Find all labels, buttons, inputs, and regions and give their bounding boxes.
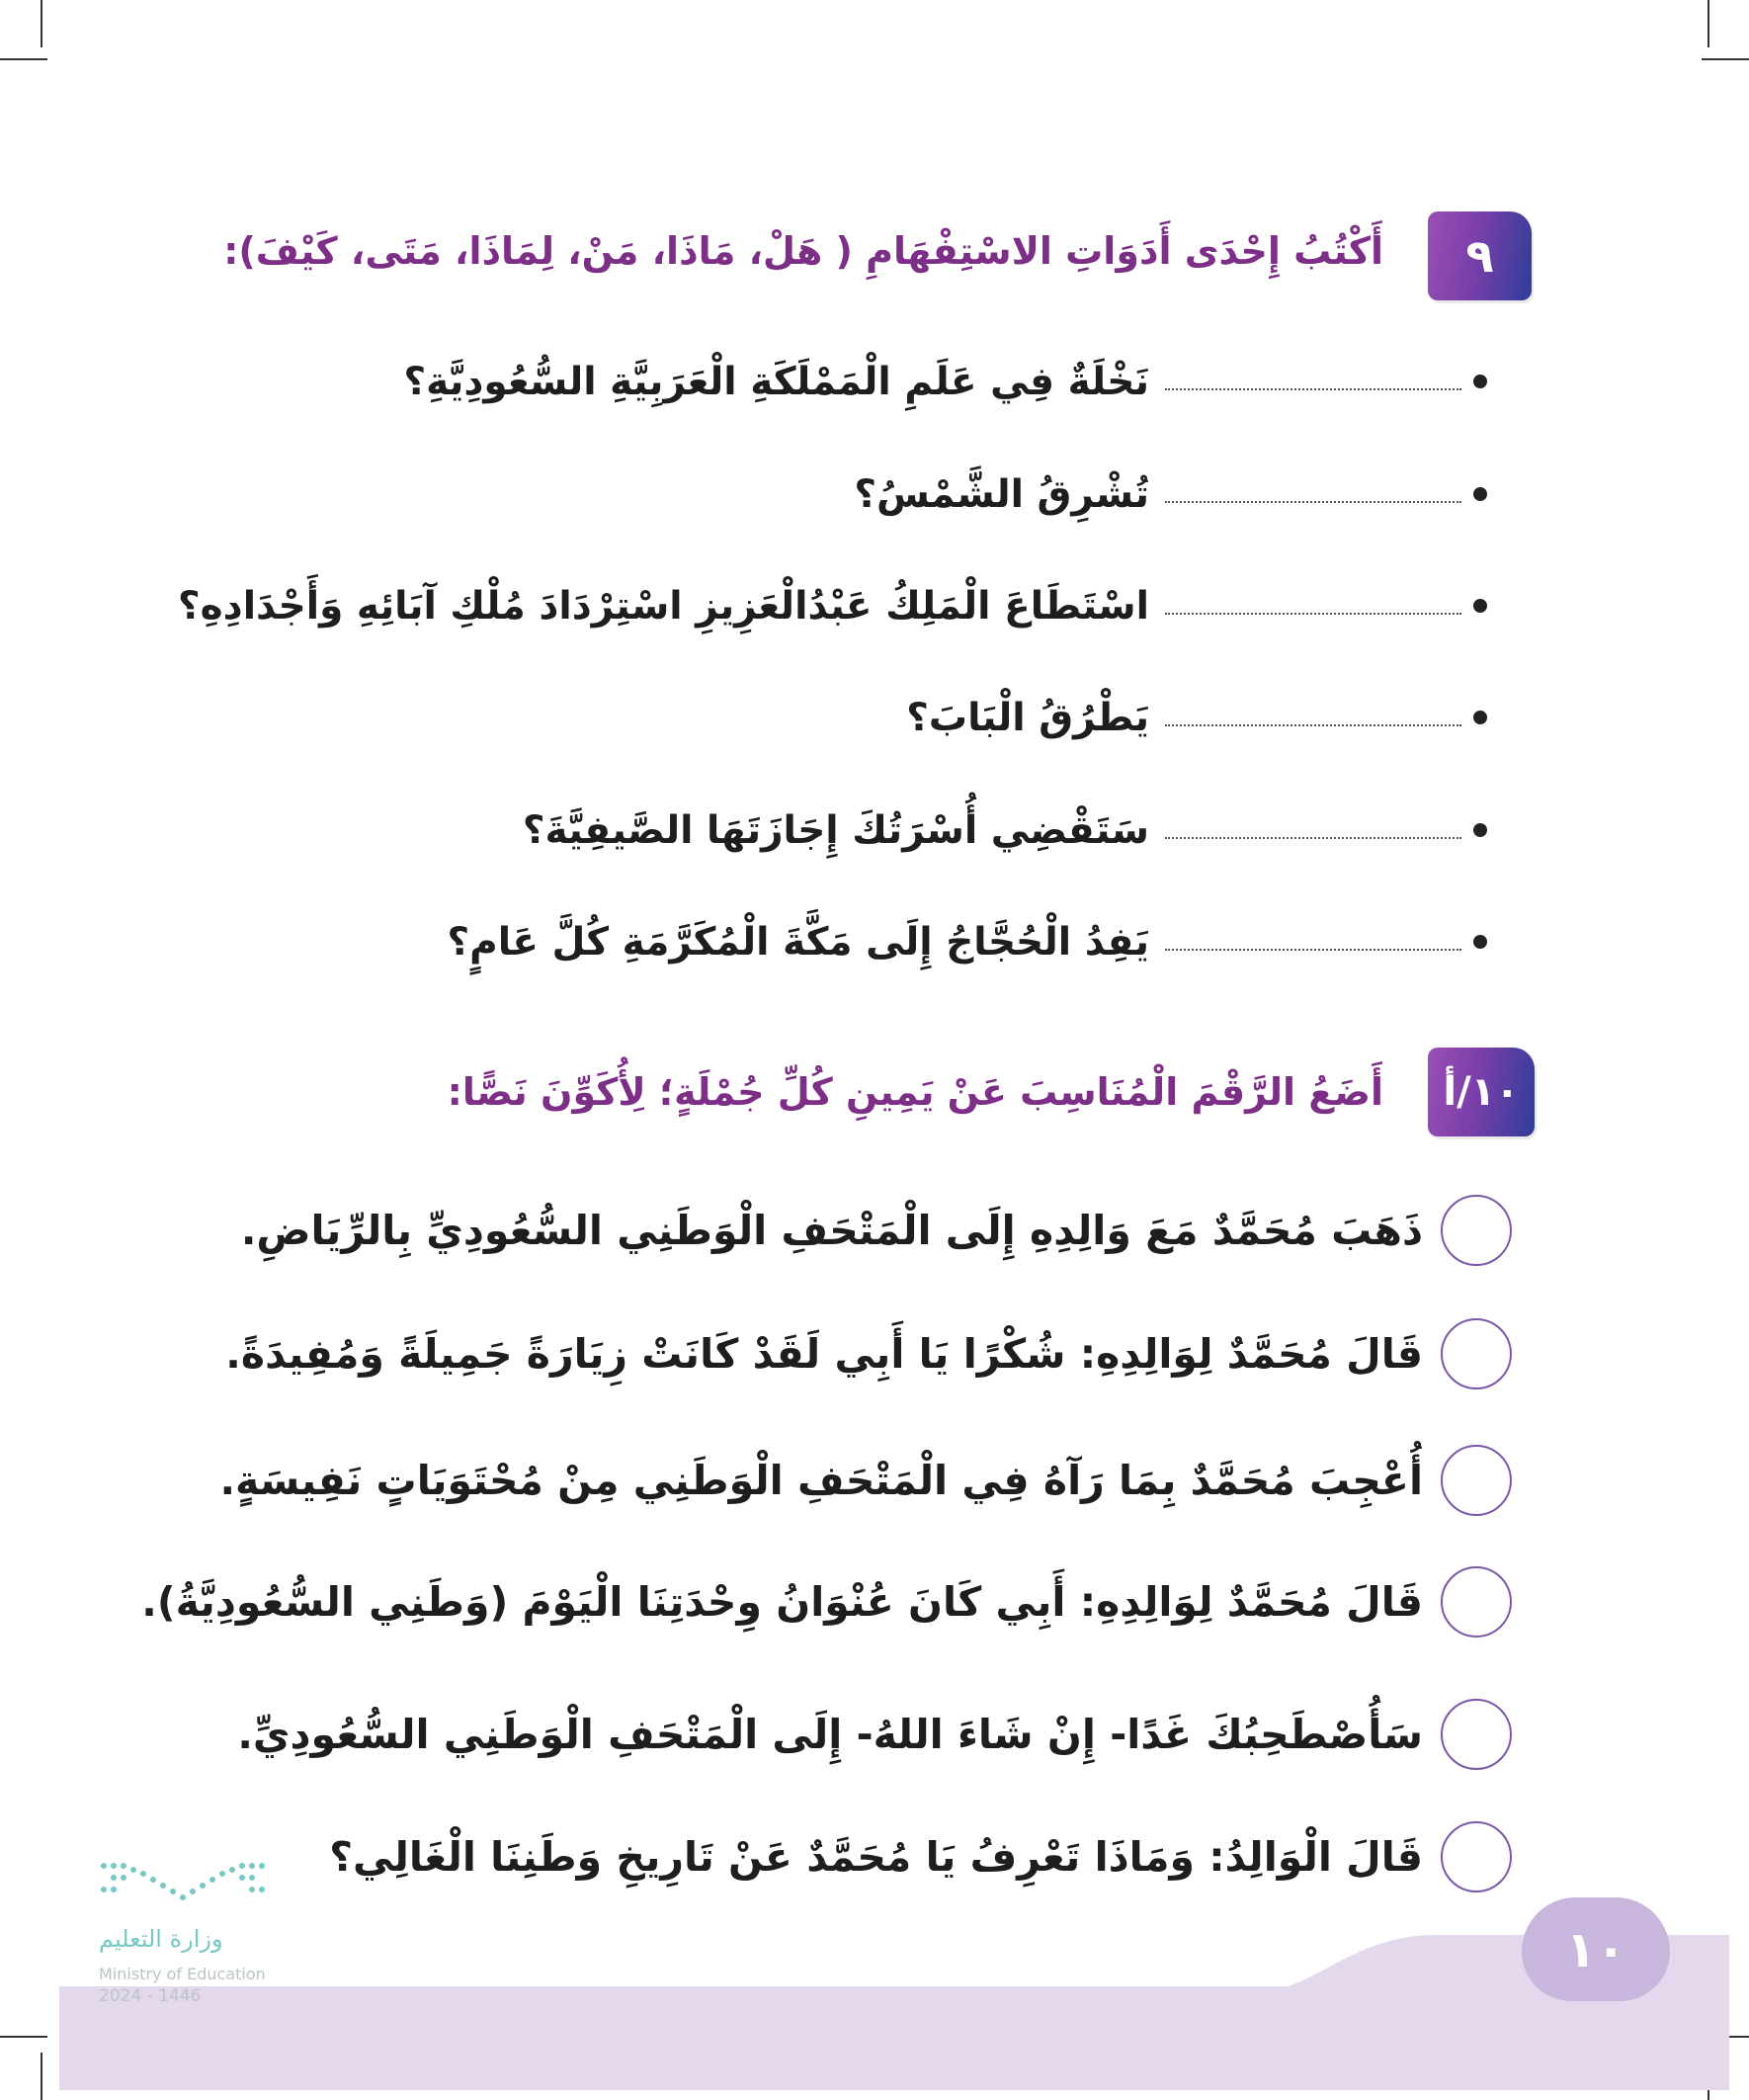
answer-blank[interactable] (1165, 613, 1461, 615)
exercise-10a-heading: أَضَعُ الرَّقْمَ الْمُنَاسِبَ عَنْ يَمِينِ كُلِّ جُمْلَةٍ؛ لِأُكَوِّنَ نَصًّا: (447, 1070, 1383, 1114)
number-circle[interactable] (1441, 1566, 1512, 1638)
question-row (403, 352, 1487, 411)
crop-mark (0, 2036, 47, 2038)
exercise-9-heading: أَكْتُبُ إِحْدَى أَدَوَاتِ الاسْتِفْهَامِ ( هَلْ، مَاذَا، مَنْ، لِمَاذَا، مَتَى، كَيْفَ): (223, 229, 1383, 273)
ministry-logo-icon (94, 1858, 272, 1917)
edition-year: 2024 - 1446 (99, 1986, 202, 2006)
number-circle[interactable] (1441, 1318, 1512, 1389)
ministry-name-arabic: وزارة التعليم (99, 1925, 223, 1953)
answer-blank[interactable] (1165, 837, 1461, 839)
sentence-text: قَالَ الْوَالِدُ: وَمَاذَا تَعْرِفُ يَا مُحَمَّدٌ عَنْ تَارِيخِ وَطَنِنَا الْغَالِي؟ (329, 1833, 1423, 1881)
crop-mark (1707, 0, 1709, 47)
sentence-row (237, 1695, 1512, 1774)
question-text: يَفِدُ الْحُجَّاجُ إِلَى مَكَّةَ الْمُكَرَّمَةِ كُلَّ عَامٍ؟ (447, 919, 1149, 965)
question-text: نَخْلَةٌ فِي عَلَمِ الْمَمْلَكَةِ الْعَرَبِيَّةِ السُّعُودِيَّةِ؟ (403, 359, 1149, 404)
question-row (447, 912, 1487, 971)
crop-mark (1702, 58, 1749, 60)
question-row (178, 576, 1487, 635)
answer-blank[interactable] (1165, 949, 1461, 951)
number-circle[interactable] (1441, 1821, 1512, 1892)
sentence-text: قَالَ مُحَمَّدٌ لِوَالِدِهِ: أَبِي كَانَ عُنْوَانُ وِحْدَتِنَا الْيَوْمَ (وَطَنِي السُّعُودِيَّةُ). (141, 1578, 1423, 1626)
ministry-name-english: Ministry of Education (99, 1965, 266, 1983)
sentence-row (329, 1817, 1512, 1896)
question-text: اسْتَطَاعَ الْمَلِكُ عَبْدُالْعَزِيزِ اسْتِرْدَادَ مُلْكِ آبَائِهِ وَأَجْدَادِهِ؟ (178, 583, 1149, 629)
crop-mark (41, 0, 42, 47)
question-text: تُشْرِقُ الشَّمْسُ؟ (854, 471, 1149, 517)
question-row (523, 800, 1487, 860)
exercise-10a-badge (1428, 1048, 1535, 1136)
exercise-number: ٩ (1465, 229, 1494, 283)
exercise-9-badge (1428, 211, 1532, 300)
bullet (1473, 823, 1487, 837)
question-row (906, 688, 1487, 747)
crop-mark (41, 2053, 42, 2100)
footer-band (59, 1986, 1729, 2090)
answer-blank[interactable] (1165, 724, 1461, 726)
question-row (854, 464, 1487, 524)
bullet (1473, 599, 1487, 613)
question-text: يَطْرُقُ الْبَابَ؟ (906, 695, 1149, 740)
answer-blank[interactable] (1165, 501, 1461, 503)
number-circle[interactable] (1441, 1195, 1512, 1266)
exercise-number: ١٠/أ (1443, 1069, 1520, 1115)
sentence-row (241, 1191, 1512, 1270)
sentence-text: قَالَ مُحَمَّدٌ لِوَالِدِهِ: شُكْرًا يَا أَبِي لَقَدْ كَانَتْ زِيَارَةً جَمِيلَةً وَمُفِيدَةً. (225, 1330, 1423, 1378)
sentence-row (141, 1562, 1512, 1641)
bullet (1473, 711, 1487, 724)
answer-blank[interactable] (1165, 388, 1461, 390)
bullet (1473, 935, 1487, 949)
sentence-text: ذَهَبَ مُحَمَّدٌ مَعَ وَالِدِهِ إِلَى الْمَتْحَفِ الْوَطَنِي السُّعُودِيِّ بِالرِّيَاضِ. (240, 1207, 1423, 1254)
bullet (1473, 375, 1487, 388)
page-number: ١٠ (1565, 1920, 1626, 1978)
sentence-text: سَأُصْطَحِبُكَ غَدًا- إِنْ شَاءَ اللهُ- إِلَى الْمَتْحَفِ الْوَطَنِي السُّعُودِيِّ. (237, 1711, 1423, 1758)
question-text: سَتَقْضِي أُسْرَتُكَ إِجَازَتَهَا الصَّيفِيَّةَ؟ (522, 807, 1149, 853)
crop-mark (0, 58, 47, 60)
bullet (1473, 487, 1487, 501)
sentence-text: أُعْجِبَ مُحَمَّدٌ بِمَا رَآهُ فِي الْمَتْحَفِ الْوَطَنِي مِنْ مُحْتَوَيَاتٍ نَفِيسَةٍ. (219, 1457, 1423, 1504)
sentence-row (225, 1314, 1512, 1393)
number-circle[interactable] (1441, 1445, 1512, 1516)
sentence-row (219, 1441, 1512, 1520)
number-circle[interactable] (1441, 1699, 1512, 1770)
page-number-tab (1522, 1897, 1670, 2001)
